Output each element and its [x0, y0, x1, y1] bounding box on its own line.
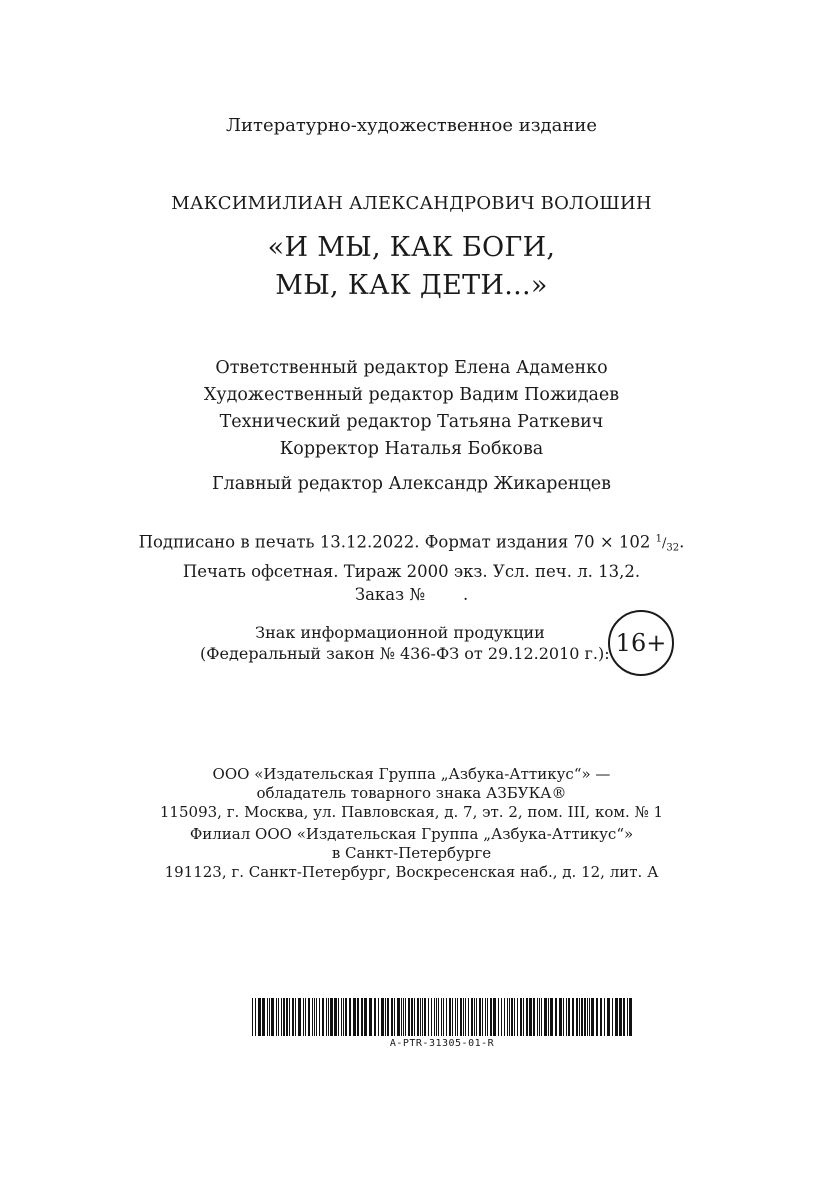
barcode-bar: [572, 998, 574, 1036]
barcode-bar: [471, 998, 473, 1036]
order-line: [0, 583, 823, 606]
barcode-bar: [457, 998, 458, 1036]
barcode-bar: [517, 998, 518, 1036]
format-fraction: $^1/_{32}$: [655, 534, 680, 554]
barcode-bar: [322, 998, 324, 1036]
fraction-denominator: 32: [666, 542, 680, 554]
barcode-bar: [490, 998, 492, 1036]
barcode-bar: [474, 998, 475, 1036]
barcode-bar: [316, 998, 317, 1036]
barcode-bar: [615, 998, 618, 1036]
barcode-bar: [428, 998, 429, 1036]
barcode-bar: [581, 998, 583, 1036]
barcode-bar: [292, 998, 294, 1036]
barcode-bar: [449, 998, 451, 1036]
barcode-bar: [559, 998, 562, 1036]
barcode-bar: [343, 998, 344, 1036]
barcode-bar: [305, 998, 306, 1036]
barcode-bar: [303, 998, 304, 1036]
publisher-info: [0, 765, 823, 882]
barcode-bar: [438, 998, 439, 1036]
barcode-bar: [378, 998, 379, 1036]
barcode-bar: [341, 998, 342, 1036]
barcode-bar: [591, 998, 594, 1036]
publisher-line: в Санкт-Петербурге: [331, 844, 492, 862]
barcode-bar: [312, 998, 313, 1036]
credit-line: Художественный редактор Вадим Пожидаев: [203, 385, 620, 405]
barcode-bar: [262, 998, 265, 1036]
barcode-bar: [482, 998, 483, 1036]
barcode-bar: [596, 998, 598, 1036]
barcode-bar: [330, 998, 333, 1036]
barcode-bar: [507, 998, 508, 1036]
barcode-bar: [443, 998, 444, 1036]
barcode-bar: [271, 998, 274, 1036]
barcode-bar: [612, 998, 613, 1036]
barcode-bar: [539, 998, 540, 1036]
barcode-bar: [537, 998, 538, 1036]
title-line: МЫ, КАК ДЕТИ...»: [275, 270, 548, 301]
barcode-bar: [541, 998, 542, 1036]
barcode-bar: [269, 998, 270, 1036]
print-line: Печать офсетная. Тираж 2000 экз. Усл. печ. л. 13,2.: [182, 561, 641, 581]
barcode-bar: [441, 998, 442, 1036]
book-title: [0, 229, 823, 305]
barcode-bar: [529, 998, 532, 1036]
barcode-bar: [431, 998, 432, 1036]
print-format-text: Подписано в печать 13.12.2022. Формат издания 70 × 102: [138, 532, 656, 552]
barcode-bar: [629, 998, 632, 1036]
barcode-bar: [281, 998, 282, 1036]
barcode-bar: [604, 998, 605, 1036]
barcode-bar: [369, 998, 372, 1036]
barcode-bar: [504, 998, 505, 1036]
barcode-icon: [252, 998, 632, 1036]
barcode-bar: [338, 998, 339, 1036]
barcode-bar: [319, 998, 320, 1036]
barcode-bar: [568, 998, 570, 1036]
barcode-bar: [405, 998, 406, 1036]
barcode-bar: [276, 998, 277, 1036]
barcode-bar: [255, 998, 256, 1036]
barcode-bar: [627, 998, 628, 1036]
publisher-line: 115093, г. Москва, ул. Павловская, д. 7, эт. 2, пом. III, ком. № 1: [159, 803, 664, 821]
barcode-bar: [434, 998, 435, 1036]
barcode-bar: [587, 998, 588, 1036]
barcode-bar: [345, 998, 347, 1036]
barcode-bar: [361, 998, 363, 1036]
barcode-bar: [308, 998, 310, 1036]
print-info: [0, 528, 823, 606]
barcode-bar: [417, 998, 419, 1036]
barcode-bar: [465, 998, 466, 1036]
barcode-bar: [414, 998, 415, 1036]
barcode-bar: [334, 998, 337, 1036]
age-rating-badge: 16+: [608, 610, 674, 676]
barcode-bar: [394, 998, 395, 1036]
barcode-bar: [550, 998, 553, 1036]
fraction-numerator: 1: [655, 534, 663, 545]
barcode-bar: [424, 998, 426, 1036]
barcode-bar: [460, 998, 462, 1036]
barcode-bar: [298, 998, 301, 1036]
barcode-bar: [563, 998, 564, 1036]
barcode-bar: [314, 998, 315, 1036]
barcode-bar: [267, 998, 268, 1036]
barcode-bar: [387, 998, 389, 1036]
barcode-bar: [623, 998, 625, 1036]
print-format-end: .: [679, 532, 685, 552]
editorial-credits: [0, 355, 823, 498]
barcode-bar: [353, 998, 356, 1036]
barcode-bar: [487, 998, 488, 1036]
chief-editor: Главный редактор Александр Жикаренцев: [212, 474, 611, 494]
barcode-bar: [403, 998, 404, 1036]
age-rating-line: (Федеральный закон № 436-ФЗ от 29.12.2010 г.):: [200, 644, 610, 663]
barcode-bar: [511, 998, 513, 1036]
barcode-bar: [493, 998, 496, 1036]
age-rating-text: [200, 622, 610, 664]
barcode-bar: [364, 998, 367, 1036]
credit-line: Ответственный редактор Елена Адаменко: [215, 358, 608, 378]
print-line: [0, 528, 823, 560]
barcode-bar: [468, 998, 469, 1036]
publisher-line: Филиал ООО «Издательская Группа „Азбука-Аттикус“»: [189, 825, 634, 843]
barcode-number: A-PTR-31305-01-R: [389, 1038, 495, 1049]
barcode-bar: [584, 998, 586, 1036]
barcode-bar: [420, 998, 421, 1036]
barcode-bar: [452, 998, 453, 1036]
barcode-bar: [463, 998, 464, 1036]
barcode-bar: [436, 998, 437, 1036]
credit-line: Корректор Наталья Бобкова: [279, 439, 544, 459]
barcode-bar: [328, 998, 329, 1036]
publisher-line: ООО «Издательская Группа „Азбука-Аттикус“» —: [212, 765, 611, 783]
barcode-bar: [607, 998, 610, 1036]
barcode-bar: [548, 998, 549, 1036]
barcode-bar: [523, 998, 524, 1036]
age-rating-line: Знак информационной продукции: [255, 623, 545, 642]
barcode-bar: [520, 998, 522, 1036]
barcode-bar: [278, 998, 279, 1036]
publisher-line: обладатель товарного знака АЗБУКА®: [256, 784, 567, 802]
barcode-bar: [576, 998, 578, 1036]
barcode-bar: [349, 998, 351, 1036]
barcode-bar: [252, 998, 253, 1036]
barcode-bar: [509, 998, 510, 1036]
barcode-bar: [526, 998, 528, 1036]
barcode-bar: [397, 998, 400, 1036]
publisher-line: 191123, г. Санкт-Петербург, Воскресенская наб., д. 12, лит. А: [164, 863, 659, 881]
barcode-bar: [374, 998, 376, 1036]
barcode-bar: [411, 998, 413, 1036]
barcode-bar: [391, 998, 393, 1036]
barcode-bar: [533, 998, 535, 1036]
barcode-bar: [326, 998, 327, 1036]
barcode-bar: [381, 998, 384, 1036]
title-line: «И МЫ, КАК БОГИ,: [267, 232, 556, 263]
barcode-bar: [385, 998, 386, 1036]
author-name: МАКСИМИЛИАН АЛЕКСАНДРОВИЧ ВОЛОШИН: [171, 193, 652, 214]
order-end: .: [462, 584, 469, 604]
barcode-bar: [619, 998, 622, 1036]
barcode-bar: [544, 998, 547, 1036]
barcode-bar: [401, 998, 402, 1036]
barcode-bar: [501, 998, 502, 1036]
barcode-bar: [579, 998, 580, 1036]
edition-type: Литературно-художественное издание: [225, 115, 598, 136]
barcode-bar: [555, 998, 557, 1036]
barcode-bar: [258, 998, 261, 1036]
barcode-bar: [422, 998, 423, 1036]
barcode-bar: [289, 998, 290, 1036]
barcode-bar: [566, 998, 567, 1036]
order-label: Заказ №: [354, 584, 425, 604]
barcode-bar: [455, 998, 456, 1036]
barcode-bar: [446, 998, 447, 1036]
barcode-bar: [476, 998, 477, 1036]
barcode-bar: [295, 998, 296, 1036]
barcode-bar: [479, 998, 481, 1036]
barcode-bar: [286, 998, 288, 1036]
barcode-bar: [485, 998, 486, 1036]
barcode-bar: [357, 998, 359, 1036]
barcode-bar: [408, 998, 410, 1036]
barcode-bar: [498, 998, 499, 1036]
barcode-bar: [589, 998, 590, 1036]
barcode-bar: [283, 998, 285, 1036]
barcode-bar: [514, 998, 515, 1036]
credit-line: Технический редактор Татьяна Раткевич: [219, 412, 604, 432]
barcode-bar: [600, 998, 602, 1036]
